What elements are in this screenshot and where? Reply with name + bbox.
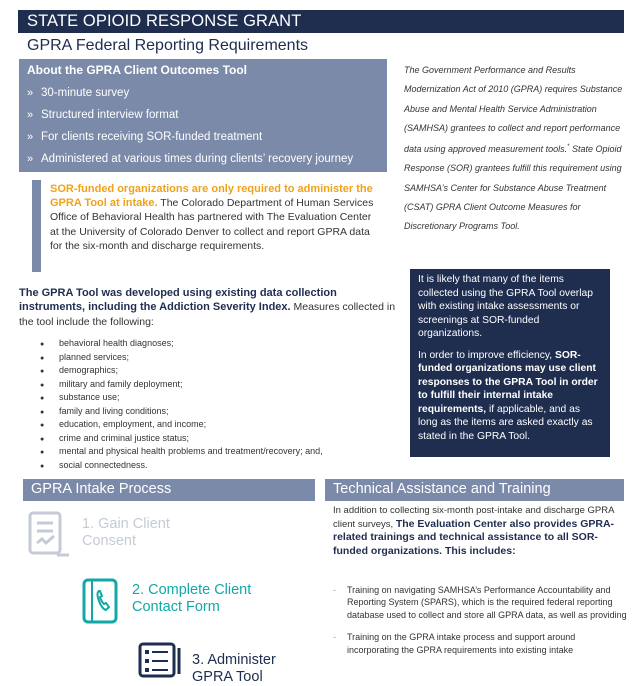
list-item: ● education, employment, and income; bbox=[40, 418, 323, 432]
footnote-mark: * bbox=[567, 144, 570, 151]
about-tool-heading: About the GPRA Client Outcomes Tool bbox=[27, 63, 247, 77]
technical-list bbox=[333, 584, 628, 666]
list-item: » Structured interview format bbox=[27, 104, 379, 126]
bullet-icon: ● bbox=[40, 462, 45, 470]
chevron-right-icon: » bbox=[27, 87, 34, 99]
bullet-icon: ● bbox=[40, 354, 45, 362]
about-tool-box bbox=[19, 59, 387, 172]
dash-bullet-icon: - bbox=[333, 632, 336, 643]
list-item: ● social connectedness. bbox=[40, 459, 323, 473]
list-item: ● behavioral health diagnoses; bbox=[40, 337, 323, 351]
measures-list bbox=[40, 337, 323, 472]
technical-section-header: Technical Assistance and Training bbox=[325, 479, 624, 501]
chevron-right-icon: » bbox=[27, 109, 34, 121]
bullet-icon: ● bbox=[40, 381, 45, 389]
tool-description-bold: The GPRA Tool was developed using existing data collection instruments, including the Addiction Severity Index. bbox=[19, 287, 337, 314]
page-subtitle: GPRA Federal Reporting Requirements bbox=[27, 37, 309, 54]
sor-body: The Colorado Department of Human Services Office of Behavioral Health has partnered with The Evaluation Center at the University of Colorado Denver to collect and report GPRA data for the six-month and discharge requirements. bbox=[50, 197, 374, 252]
list-item: ● military and family deployment; bbox=[40, 378, 323, 392]
phone-form-icon bbox=[80, 577, 124, 627]
list-item: » For clients receiving SOR-funded treatment bbox=[27, 126, 379, 148]
bullet-icon: ● bbox=[40, 449, 45, 456]
list-item: » Administered at various times during clients’ recovery journey bbox=[27, 148, 379, 170]
list-item: ● mental and physical health problems and treatment/recovery; and, bbox=[40, 445, 323, 459]
list-item: ● substance use; bbox=[40, 391, 323, 405]
list-item: ● crime and criminal justice status; bbox=[40, 432, 323, 446]
intake-section-header: GPRA Intake Process bbox=[23, 479, 315, 501]
sor-callout bbox=[32, 180, 382, 272]
bullet-icon: ● bbox=[40, 341, 45, 348]
list-item: ● demographics; bbox=[40, 364, 323, 378]
bullet-icon: ● bbox=[40, 435, 45, 443]
intake-step-2: 2. Complete Client Contact Form bbox=[132, 582, 252, 615]
bullet-icon: ● bbox=[40, 422, 45, 429]
chevron-right-icon: » bbox=[27, 131, 34, 143]
gpra-note: The Government Performance and Results Modernization Act of 2010 (GPRA) requires Substance Abuse and Mental Health Service Administration (SAMHSA) grantees to collect and report performance data using approved measurement tools.* State Opioid Response (SOR) grantees fulfill this requirement using SAMHSA’s Center for Substance Abuse Treatment (CSAT) GPRA Client Outcome Measures for Discretionary Programs Tool. bbox=[404, 65, 623, 232]
sor-highlight: SOR-funded organizations are only required to administer the GPRA Tool at intake. bbox=[50, 183, 373, 210]
tool-description: The GPRA Tool was developed using existing data collection instruments, including the Addiction Severity Index. Measures collected in the tool include the following: bbox=[19, 287, 396, 328]
title-bar bbox=[18, 10, 624, 33]
dash-bullet-icon: - bbox=[333, 585, 336, 595]
efficiency-callout bbox=[410, 269, 610, 457]
chevron-right-icon: » bbox=[27, 153, 34, 165]
intake-step-1: 1. Gain Client Consent bbox=[82, 516, 170, 549]
list-item: ● planned services; bbox=[40, 351, 323, 365]
bullet-icon: ● bbox=[40, 368, 45, 375]
list-item: - Training on navigating SAMHSA’s Performance Accountability and Reporting System (SPARS), which is the required federal reporting database used to collect and store all GPRA data, as well as providing bbox=[333, 585, 627, 620]
list-item: ● family and living conditions; bbox=[40, 405, 323, 419]
efficiency-p2: In order to improve efficiency, SOR-funded organizations may use client responses to the GPRA Tool in order to fulfill their internal intake requirements, if applicable, and as long as the items are asked exactly as stated in the GPRA Tool. bbox=[418, 349, 598, 442]
intake-step-3: 3. Administer GPRA Tool bbox=[192, 652, 276, 685]
efficiency-p1: It is likely that many of the items collected using the GPRA Tool overlap with existing intake assessments or screenings at SOR-funded organizations. bbox=[418, 274, 593, 339]
clipboard-list-icon bbox=[137, 640, 185, 676]
page-title: STATE OPIOID RESPONSE GRANT bbox=[27, 12, 302, 30]
about-tool-list bbox=[27, 82, 379, 170]
list-item: - Training on the GPRA intake process and support around incorporating the GPRA requirements into existing intake bbox=[333, 632, 576, 655]
technical-intro: In addition to collecting six-month post-intake and discharge GPRA client surveys, The Evaluation Center also provides GPRA-related trainings and technical assistance to all SOR-funded organizations. This includes: bbox=[333, 505, 615, 557]
bullet-icon: ● bbox=[40, 408, 45, 416]
bullet-icon: ● bbox=[40, 395, 45, 402]
document-check-icon bbox=[27, 510, 71, 560]
list-item: » 30-minute survey bbox=[27, 82, 379, 104]
